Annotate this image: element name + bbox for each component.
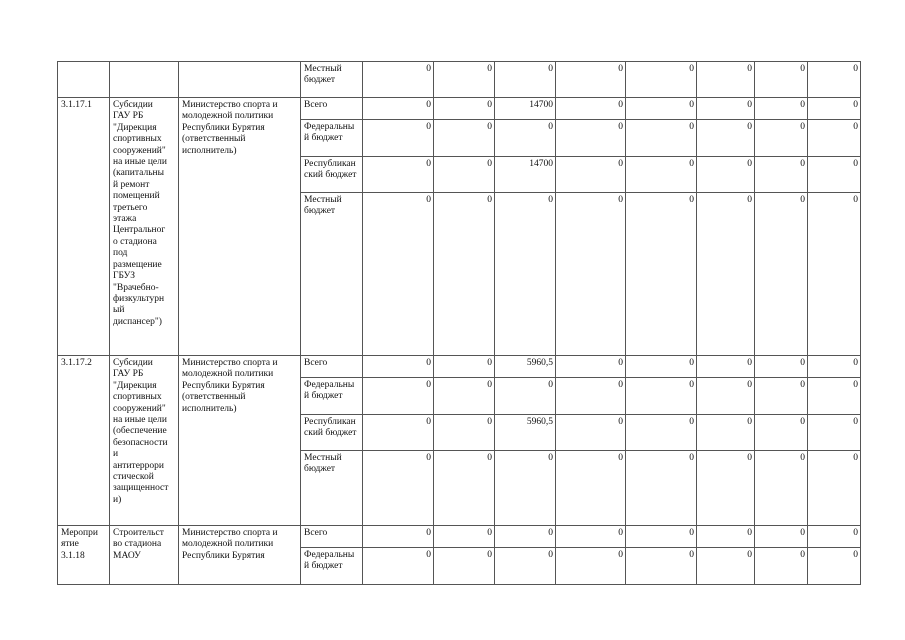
value-cell: 0 <box>495 193 556 356</box>
value-cell: 0 <box>495 62 556 98</box>
value-cell: 0 <box>808 120 861 157</box>
value-cell: 0 <box>697 548 755 585</box>
source-cell: Местный бюджет <box>301 193 363 356</box>
source-cell: Местный бюджет <box>301 451 363 526</box>
code-cell: 3.1.17.2 <box>58 356 110 526</box>
value-cell: 0 <box>556 378 626 415</box>
value-cell: 14700 <box>495 98 556 120</box>
value-cell: 0 <box>697 157 755 193</box>
value-cell: 0 <box>556 157 626 193</box>
value-cell: 0 <box>363 415 434 451</box>
value-cell: 0 <box>556 415 626 451</box>
value-cell: 0 <box>434 415 495 451</box>
value-cell: 0 <box>755 356 808 378</box>
value-cell: 0 <box>626 548 697 585</box>
value-cell: 0 <box>755 62 808 98</box>
source-cell: Всего <box>301 356 363 378</box>
source-cell: Всего <box>301 98 363 120</box>
value-cell: 0 <box>755 193 808 356</box>
value-cell: 0 <box>626 157 697 193</box>
value-cell: 0 <box>556 526 626 548</box>
value-cell: 0 <box>434 378 495 415</box>
value-cell: 0 <box>363 62 434 98</box>
value-cell: 0 <box>363 378 434 415</box>
value-cell: 0 <box>755 415 808 451</box>
value-cell: 0 <box>434 120 495 157</box>
value-cell: 0 <box>363 356 434 378</box>
value-cell: 0 <box>556 356 626 378</box>
value-cell: 0 <box>556 193 626 356</box>
value-cell: 0 <box>808 526 861 548</box>
source-cell: Федеральны й бюджет <box>301 120 363 157</box>
value-cell: 0 <box>556 451 626 526</box>
source-cell: Всего <box>301 526 363 548</box>
value-cell: 0 <box>808 62 861 98</box>
code-cell: Меропри ятие 3.1.18 <box>58 526 110 585</box>
executor-cell: Министерство спорта и молодежной политики Республики Бурятия (ответственный исполнитель) <box>179 356 301 526</box>
value-cell: 0 <box>808 548 861 585</box>
name-cell: Субсидии ГАУ РБ "Дирекция спортивных сооружений" на иные цели (капитальны й ремонт помещений третьего этажа Центральног о стадиона под размещение ГБУЗ "Врачебно- физкультурн ый диспансер") <box>110 98 179 356</box>
value-cell: 0 <box>755 157 808 193</box>
code-cell <box>58 62 110 98</box>
value-cell: 0 <box>755 98 808 120</box>
value-cell: 0 <box>755 120 808 157</box>
value-cell: 0 <box>434 193 495 356</box>
value-cell: 0 <box>495 548 556 585</box>
value-cell: 0 <box>626 415 697 451</box>
value-cell: 0 <box>434 62 495 98</box>
value-cell: 0 <box>626 526 697 548</box>
executor-cell: Министерство спорта и молодежной политики Республики Бурятия (ответственный исполнитель) <box>179 98 301 356</box>
value-cell: 0 <box>434 548 495 585</box>
executor-cell <box>179 62 301 98</box>
value-cell: 0 <box>556 548 626 585</box>
value-cell: 0 <box>363 98 434 120</box>
table-row <box>58 98 861 120</box>
value-cell: 0 <box>495 526 556 548</box>
value-cell: 0 <box>556 120 626 157</box>
value-cell: 0 <box>697 378 755 415</box>
value-cell: 0 <box>434 356 495 378</box>
value-cell: 0 <box>697 193 755 356</box>
value-cell: 0 <box>626 98 697 120</box>
value-cell: 0 <box>697 526 755 548</box>
table-row <box>58 356 861 378</box>
value-cell: 0 <box>697 415 755 451</box>
value-cell: 0 <box>495 451 556 526</box>
source-cell: Федеральны й бюджет <box>301 378 363 415</box>
table-row <box>58 62 861 98</box>
value-cell: 0 <box>697 98 755 120</box>
value-cell: 0 <box>363 120 434 157</box>
value-cell: 0 <box>626 193 697 356</box>
value-cell: 0 <box>363 451 434 526</box>
value-cell: 0 <box>808 378 861 415</box>
name-cell: Субсидии ГАУ РБ "Дирекция спортивных сооружений" на иные цели (обеспечение безопасности и антитеррори стической защищенност и) <box>110 356 179 526</box>
value-cell: 0 <box>434 98 495 120</box>
value-cell: 0 <box>495 120 556 157</box>
value-cell: 0 <box>808 193 861 356</box>
value-cell: 0 <box>755 451 808 526</box>
source-cell: Федеральны й бюджет <box>301 548 363 585</box>
code-cell: 3.1.17.1 <box>58 98 110 356</box>
value-cell: 0 <box>755 548 808 585</box>
source-cell: Республикан ский бюджет <box>301 157 363 193</box>
value-cell: 0 <box>626 451 697 526</box>
value-cell: 0 <box>808 157 861 193</box>
value-cell: 0 <box>363 157 434 193</box>
value-cell: 0 <box>697 120 755 157</box>
value-cell: 0 <box>626 62 697 98</box>
value-cell: 0 <box>697 451 755 526</box>
value-cell: 0 <box>755 378 808 415</box>
value-cell: 0 <box>434 157 495 193</box>
value-cell: 5960,5 <box>495 415 556 451</box>
value-cell: 0 <box>556 62 626 98</box>
value-cell: 0 <box>556 98 626 120</box>
value-cell: 0 <box>755 526 808 548</box>
value-cell: 0 <box>495 378 556 415</box>
value-cell: 0 <box>808 451 861 526</box>
value-cell: 0 <box>808 356 861 378</box>
value-cell: 0 <box>808 98 861 120</box>
value-cell: 0 <box>626 378 697 415</box>
source-cell: Республикан ский бюджет <box>301 415 363 451</box>
budget-table <box>57 61 861 585</box>
value-cell: 14700 <box>495 157 556 193</box>
executor-cell: Министерство спорта и молодежной политики Республики Бурятия <box>179 526 301 585</box>
name-cell <box>110 62 179 98</box>
value-cell: 5960,5 <box>495 356 556 378</box>
value-cell: 0 <box>626 120 697 157</box>
value-cell: 0 <box>697 62 755 98</box>
value-cell: 0 <box>363 193 434 356</box>
value-cell: 0 <box>363 526 434 548</box>
name-cell: Строительст во стадиона МАОУ <box>110 526 179 585</box>
value-cell: 0 <box>434 451 495 526</box>
value-cell: 0 <box>626 356 697 378</box>
value-cell: 0 <box>697 356 755 378</box>
value-cell: 0 <box>808 415 861 451</box>
source-cell: Местный бюджет <box>301 62 363 98</box>
table-row <box>58 526 861 548</box>
value-cell: 0 <box>363 548 434 585</box>
value-cell: 0 <box>434 526 495 548</box>
